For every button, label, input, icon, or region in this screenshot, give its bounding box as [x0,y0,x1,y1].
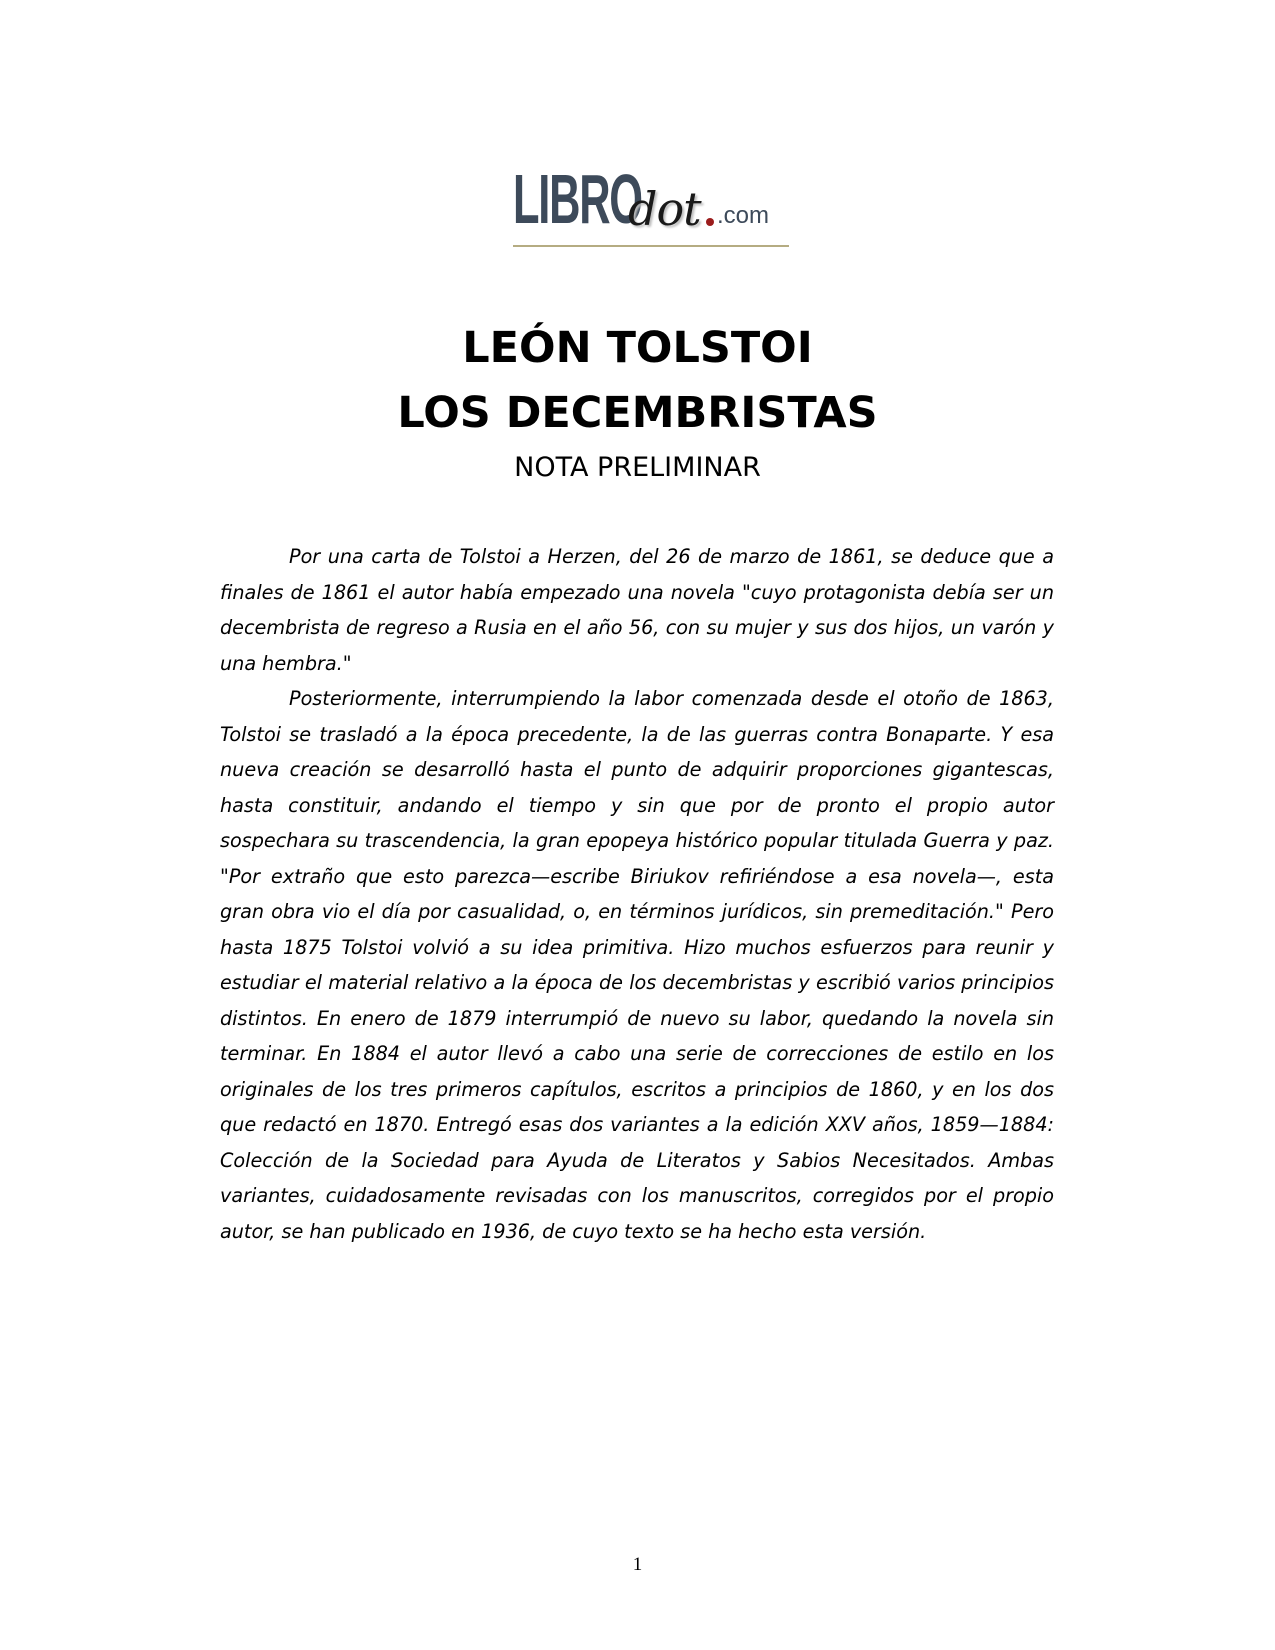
logo-wordmark-libro: LIBRO [513,160,642,238]
author-heading: LEÓN TOLSTOI [462,323,813,373]
logo-wordmark-com: .com [717,202,770,229]
librodot-logo [513,160,789,250]
logo-underline-divider [513,245,789,247]
section-heading: NOTA PRELIMINAR [514,452,761,483]
page-number: 1 [632,1554,643,1575]
paragraph: Por una carta de Tolstoi a Herzen, del 26 de marzo de 1861, se deduce que a finales de 1861 el autor había empezado una novela "cuyo protagonista debía ser un decembrista de regreso a Rusia en el año 56, con su mujer y sus dos hijos, un varón y una hembra." [220,545,1054,675]
book-title-heading: LOS DECEMBRISTAS [397,388,878,438]
logo-red-dot-icon [706,218,714,226]
paragraph: Posteriormente, interrumpiendo la labor comenzada desde el otoño de 1863, Tolstoi se trasladó a la época precedente, la de las guerras contra Bonaparte. Y esa nueva creación se desarrolló hasta el punto de adquirir proporciones gigantescas, hasta constituir, andando el tiempo y sin que por de pronto el propio autor sospechara su trascendencia, la gran epopeya histórico popular titulada Guerra y paz. "Por extraño que esto parezca—escribe Biriukov refiriéndose a esa novela—, esta gran obra vio el día por casualidad, o, en términos jurídicos, sin premeditación." Pero hasta 1875 Tolstoi volvió a su idea primitiva. Hizo muchos esfuerzos para reunir y estudiar el material relativo a la época de los decembristas y escribió varios principios distintos. En enero de 1879 interrumpió de nuevo su labor, quedando la novela sin terminar. En 1884 el autor llevó a cabo una serie de correcciones de estilo en los originales de los tres primeros capítulos, escritos a principios de 1860, y en los dos que redactó en 1870. Entregó esas dos variantes a la edición XXV años, 1859—1884: Colección de la Sociedad para Ayuda de Literatos y Sabios Necesitados. Ambas variantes, cuidadosamente revisadas con los manuscritos, corregidos por el propio autor, se han publicado en 1936, de cuyo texto se ha hecho esta versión. [220,687,1054,1243]
body-text [220,539,1054,1249]
logo-wordmark-dot: dot [628,182,701,236]
